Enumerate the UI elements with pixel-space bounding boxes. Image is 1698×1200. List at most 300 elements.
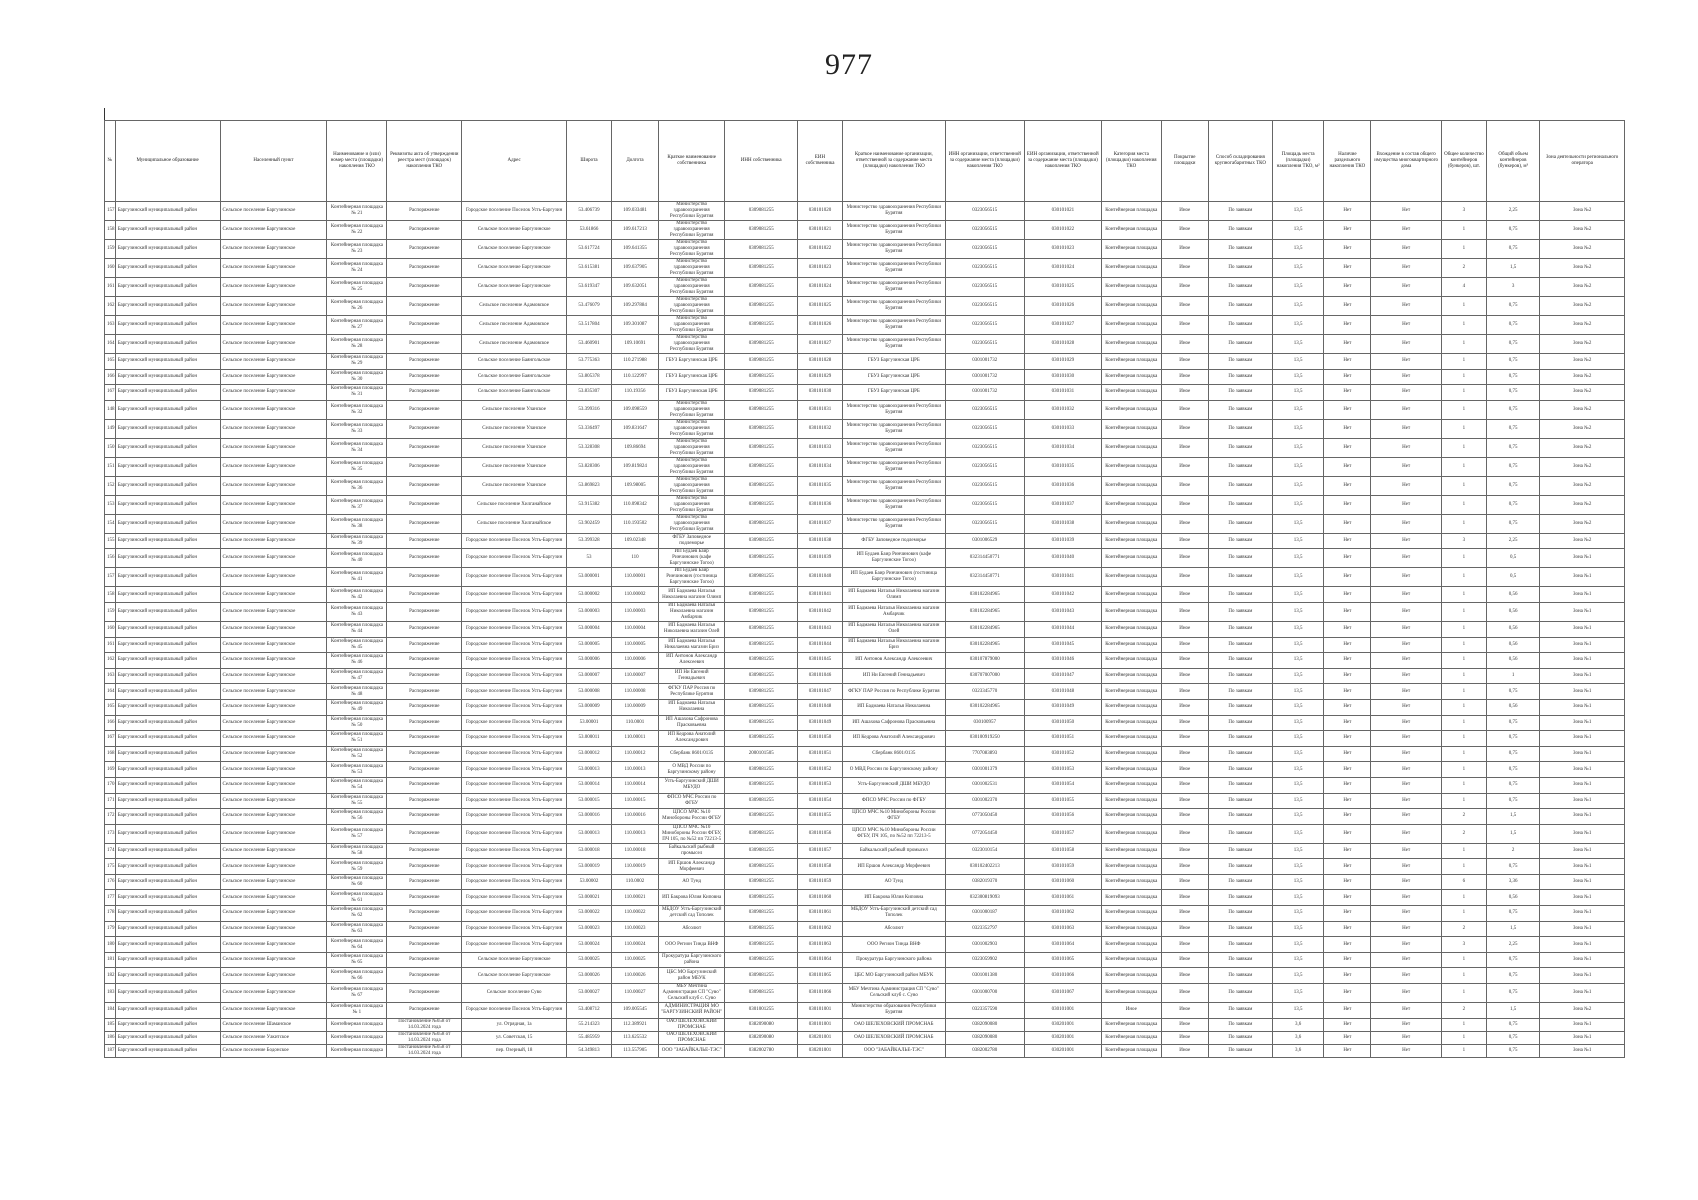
table-cell: 2: [1441, 809, 1486, 825]
table-cell: 1: [1441, 316, 1486, 335]
table-cell: Городское поселение Поселок Усть-Баргузин: [462, 684, 567, 700]
table-cell: Сельское поселение Баргузинское: [462, 952, 567, 968]
column-header: Способ складирования крупногабаритных ТКО: [1208, 121, 1272, 202]
table-cell: 0301000187: [945, 906, 1024, 922]
table-cell: 0309081255: [725, 259, 798, 278]
margin-line: [104, 108, 105, 120]
table-cell: Зона №2: [1540, 221, 1625, 240]
table-cell: 030101067: [1024, 984, 1101, 1003]
table-cell: Зона №2: [1540, 495, 1625, 514]
table-cell: ИП Ершов Александр Морфеевич: [659, 859, 725, 875]
table-cell: 109.297884: [611, 297, 658, 316]
table-cell: 53.517804: [567, 316, 612, 335]
table-cell: Нет: [1324, 335, 1371, 354]
table-cell: 53.000014: [567, 777, 612, 793]
table-cell: Сельское поселение Баргузинское: [220, 968, 327, 984]
table-cell: Баргузинский муниципальный район: [115, 354, 220, 370]
table-cell: 1: [1441, 762, 1486, 778]
table-cell: 030102402213: [945, 859, 1024, 875]
table-cell: 109.10691: [611, 335, 658, 354]
table-cell: 1: [1441, 369, 1486, 385]
table-cell: 13,5: [1272, 369, 1323, 385]
table-cell: 030101028: [798, 354, 843, 370]
table-cell: ИП Бадмаева Наталья Николаевна магазин Олей: [659, 621, 725, 637]
table-cell: ИП Бакрова Юлия Киповна: [659, 890, 725, 906]
table-cell: 110.00002: [611, 587, 658, 603]
table-cell: Контейнерная площадка: [327, 1018, 387, 1031]
table-cell: 1,5: [1486, 809, 1539, 825]
table-cell: ЦПСО МЧС №10 Минобороны России ФГБУ, ПЧ 105, по №52 пп 72213-5: [659, 824, 725, 843]
table-cell: Зона №1: [1540, 731, 1625, 747]
table-cell: Городское поселение Поселок Усть-Баргузин: [462, 809, 567, 825]
table-cell: Зона №1: [1540, 809, 1625, 825]
table-cell: 1: [1441, 457, 1486, 476]
table-cell: Иное: [1161, 476, 1208, 495]
table-cell: Нет: [1324, 514, 1371, 533]
table-row: [105, 874, 1625, 890]
table-cell: 0309081255: [725, 514, 798, 533]
table-cell: Баргузинский муниципальный район: [115, 419, 220, 438]
table-cell: Нет: [1324, 385, 1371, 401]
table-cell: Нет: [1371, 793, 1442, 809]
table-cell: 13,5: [1272, 297, 1323, 316]
table-cell: 0,75: [1486, 731, 1539, 747]
table-cell: 0,56: [1486, 621, 1539, 637]
table-cell: Сельское поселение Баргузинское: [220, 316, 327, 335]
table-cell: Контейнерная площадка: [1101, 952, 1161, 968]
table-cell: По заявкам: [1208, 715, 1272, 731]
table-cell: Баргузинский муниципальный район: [115, 1031, 220, 1044]
table-cell: 109.641355: [611, 240, 658, 259]
table-cell: Зона №1: [1540, 746, 1625, 762]
table-cell: Городское поселение Поселок Усть-Баргузин: [462, 587, 567, 603]
table-cell: 158: [105, 587, 116, 603]
table-cell: 53.869823: [567, 476, 612, 495]
table-cell: 0323056515: [945, 240, 1024, 259]
table-cell: 1: [1441, 602, 1486, 621]
table-cell: 3: [1441, 937, 1486, 953]
table-cell: Зона №2: [1540, 369, 1625, 385]
table-cell: 13,5: [1272, 762, 1323, 778]
column-header: №: [105, 121, 116, 202]
table-cell: 030101026: [1024, 297, 1101, 316]
table-cell: ИП Антонов Александр Алексеевич: [659, 653, 725, 669]
table-cell: 174: [105, 843, 116, 859]
table-cell: Абсолют: [842, 921, 945, 937]
table-cell: Городское поселение Поселок Усть-Баргузин: [462, 202, 567, 221]
table-cell: 13,5: [1272, 668, 1323, 684]
table-cell: 030102284965: [945, 637, 1024, 653]
table-cell: Контейнерная площадка: [1101, 1031, 1161, 1044]
table-cell: ИП Бадмаева Наталья Николаевна: [659, 699, 725, 715]
table-cell: 0301000700: [945, 984, 1024, 1003]
table-cell: Баргузинский муниципальный район: [115, 297, 220, 316]
table-row: [105, 495, 1625, 514]
table-cell: Нет: [1371, 476, 1442, 495]
table-cell: По заявкам: [1208, 653, 1272, 669]
table-cell: Баргузинский муниципальный район: [115, 874, 220, 890]
table-cell: Распоряжение: [387, 587, 462, 603]
table-cell: Иное: [1161, 984, 1208, 1003]
table-cell: 030101001: [798, 1003, 843, 1019]
table-cell: 13,5: [1272, 316, 1323, 335]
table-cell: Сельское поселение Баргузинское: [220, 495, 327, 514]
table-cell: Баргузинский муниципальный район: [115, 1018, 220, 1031]
column-header: Адрес: [462, 121, 567, 202]
table-cell: По заявкам: [1208, 587, 1272, 603]
table-cell: 0309081255: [725, 400, 798, 419]
table-cell: Министерство здравоохранения Республики Бурятия: [842, 202, 945, 221]
column-header: Реквизиты акта об утверждении реестра мест (площадок) накопления ТКО: [387, 121, 462, 202]
table-cell: 3,6: [1272, 1044, 1323, 1057]
table-cell: 53.000027: [567, 984, 612, 1003]
table-cell: 2: [1441, 921, 1486, 937]
table-cell: 180: [105, 937, 116, 953]
table-cell: 030101029: [798, 369, 843, 385]
table-cell: 030101027: [798, 335, 843, 354]
table-cell: 030101038: [798, 533, 843, 549]
table-cell: 030101048: [1024, 684, 1101, 700]
table-cell: Министерство здравоохранения Республики Бурятия: [659, 297, 725, 316]
table-cell: 53.619347: [567, 278, 612, 297]
table-cell: 030101022: [798, 240, 843, 259]
table-cell: 53.000003: [567, 602, 612, 621]
table-cell: 3: [1441, 202, 1486, 221]
table-cell: 53.00001: [567, 715, 612, 731]
table-cell: ФГБУ Заповедное подлеморье: [842, 533, 945, 549]
table-cell: По заявкам: [1208, 684, 1272, 700]
table-cell: Министерство здравоохранения Республики Бурятия: [659, 495, 725, 514]
table-cell: 030101054: [1024, 777, 1101, 793]
table-cell: По заявкам: [1208, 1003, 1272, 1019]
table-cell: 110.00013: [611, 824, 658, 843]
table-cell: 109.098559: [611, 400, 658, 419]
table-cell: ИП Бакрова Юлия Киповна: [842, 890, 945, 906]
table-cell: Нет: [1371, 809, 1442, 825]
table-cell: Нет: [1324, 890, 1371, 906]
table-cell: 13,5: [1272, 202, 1323, 221]
table-cell: 3: [1441, 533, 1486, 549]
table-row: [105, 457, 1625, 476]
table-cell: Зона №1: [1540, 1018, 1625, 1031]
table-cell: Контейнерная площадка: [1101, 859, 1161, 875]
table-cell: 53.000004: [567, 621, 612, 637]
table-cell: ИП Антонов Александр Алексеевич: [842, 653, 945, 669]
table-cell: Сельское поселение Баргузинское: [220, 793, 327, 809]
table-cell: Нет: [1371, 637, 1442, 653]
table-cell: Распоряжение: [387, 921, 462, 937]
table-cell: Сельское поселение Баргузинское: [462, 221, 567, 240]
table-row: [105, 354, 1625, 370]
table-cell: Нет: [1324, 1044, 1371, 1057]
table-cell: 030101056: [1024, 809, 1101, 825]
table-cell: Контейнерная площадка: [1101, 824, 1161, 843]
table-cell: По заявкам: [1208, 419, 1272, 438]
table-cell: Контейнерная площадка № 32: [327, 400, 387, 419]
table-cell: Нет: [1324, 824, 1371, 843]
table-cell: 153: [105, 495, 116, 514]
table-cell: МБДОУ Усть-Баргузинский детский сад Тополек: [842, 906, 945, 922]
table-cell: Распоряжение: [387, 653, 462, 669]
table-cell: Распоряжение: [387, 533, 462, 549]
table-cell: 0309081255: [725, 278, 798, 297]
table-cell: 0323059902: [945, 952, 1024, 968]
table-cell: По заявкам: [1208, 602, 1272, 621]
table-cell: 030101020: [798, 202, 843, 221]
table-cell: 0,75: [1486, 419, 1539, 438]
table-cell: 53: [567, 549, 612, 568]
table-cell: 0,75: [1486, 762, 1539, 778]
table-cell: 0309081255: [725, 335, 798, 354]
table-cell: 110.00021: [611, 890, 658, 906]
table-cell: 13,5: [1272, 457, 1323, 476]
table-cell: 0,75: [1486, 457, 1539, 476]
table-cell: Распоряжение: [387, 684, 462, 700]
table-cell: 030100919250: [945, 731, 1024, 747]
table-cell: 13,5: [1272, 278, 1323, 297]
table-cell: Зона №2: [1540, 202, 1625, 221]
table-cell: 030101050: [798, 731, 843, 747]
table-cell: Зона №1: [1540, 637, 1625, 653]
table-cell: 1: [1441, 297, 1486, 316]
table-cell: 109.831647: [611, 419, 658, 438]
table-cell: 1: [1441, 385, 1486, 401]
table-cell: ГБУЗ Баргузинская ЦРБ: [659, 354, 725, 370]
table-cell: Контейнерная площадка: [1101, 476, 1161, 495]
table-cell: 0382090080: [725, 1018, 798, 1031]
table-cell: Распоряжение: [387, 906, 462, 922]
table-cell: Нет: [1371, 668, 1442, 684]
table-cell: Контейнерная площадка: [1101, 637, 1161, 653]
table-cell: 182: [105, 968, 116, 984]
table-row: [105, 621, 1625, 637]
table-cell: Контейнерная площадка № 1: [327, 1003, 387, 1019]
table-cell: Министерство здравоохранения Республики Бурятия: [659, 476, 725, 495]
table-cell: Городское поселение Поселок Усть-Баргузин: [462, 793, 567, 809]
table-row: [105, 890, 1625, 906]
table-cell: Иное: [1161, 533, 1208, 549]
table-cell: 030107879000: [945, 653, 1024, 669]
table-cell: 13,5: [1272, 746, 1323, 762]
table-cell: 53.775363: [567, 354, 612, 370]
table-cell: 030101066: [798, 984, 843, 1003]
table-cell: Нет: [1324, 968, 1371, 984]
table-cell: 030101030: [798, 385, 843, 401]
table-cell: Распоряжение: [387, 715, 462, 731]
table-row: [105, 278, 1625, 297]
table-cell: 3: [1486, 278, 1539, 297]
table-cell: 110.00022: [611, 906, 658, 922]
table-cell: Сельское поселение Баргузинское: [220, 476, 327, 495]
table-cell: Городское поселение Поселок Усть-Баргузин: [462, 843, 567, 859]
table-cell: Контейнерная площадка: [1101, 316, 1161, 335]
table-cell: Сельское поселение Баргузинское: [220, 400, 327, 419]
table-cell: 53.000025: [567, 952, 612, 968]
table-cell: 169: [105, 762, 116, 778]
table-cell: Сельское поселение Баргузинское: [220, 906, 327, 922]
table-cell: Баргузинский муниципальный район: [115, 684, 220, 700]
table-cell: По заявкам: [1208, 906, 1272, 922]
table-cell: 167: [105, 385, 116, 401]
table-cell: Сельское поселение Баргузинское: [220, 587, 327, 603]
table-cell: 030101056: [798, 824, 843, 843]
table-cell: 0323056515: [945, 335, 1024, 354]
table-cell: 3,6: [1272, 1031, 1323, 1044]
table-cell: Контейнерная площадка № 41: [327, 568, 387, 587]
table-cell: 030201001: [798, 1044, 843, 1057]
table-cell: 1: [1441, 1018, 1486, 1031]
table-cell: Иное: [1161, 259, 1208, 278]
table-cell: Распоряжение: [387, 859, 462, 875]
table-cell: ФГКУ ПАР Россия по Республике Бурятия: [842, 684, 945, 700]
table-cell: 176: [105, 874, 116, 890]
table-cell: Зона №2: [1540, 316, 1625, 335]
table-cell: Сельское поселение Баргузинское: [220, 514, 327, 533]
table-cell: 030101051: [1024, 731, 1101, 747]
table-cell: Контейнерная площадка: [1101, 809, 1161, 825]
table-cell: Нет: [1324, 1031, 1371, 1044]
table-cell: 2,25: [1486, 937, 1539, 953]
table-cell: 030101028: [1024, 335, 1101, 354]
table-cell: 1: [1441, 438, 1486, 457]
table-cell: 1: [1441, 777, 1486, 793]
table-cell: 164: [105, 684, 116, 700]
table-cell: Зона №1: [1540, 843, 1625, 859]
table-cell: Нет: [1371, 921, 1442, 937]
table-cell: 53.408712: [567, 1003, 612, 1019]
table-cell: Распоряжение: [387, 549, 462, 568]
table-cell: 0,75: [1486, 984, 1539, 1003]
table-cell: Сельское поселение Баргузинское: [220, 668, 327, 684]
table-cell: 030101033: [1024, 419, 1101, 438]
table-cell: 13,5: [1272, 568, 1323, 587]
table-cell: Нет: [1371, 240, 1442, 259]
table-cell: 0301001732: [945, 385, 1024, 401]
table-cell: 0382019370: [945, 874, 1024, 890]
table-cell: 2: [1486, 843, 1539, 859]
table-cell: Зона №1: [1540, 952, 1625, 968]
table-row: [105, 843, 1625, 859]
table-cell: Распоряжение: [387, 202, 462, 221]
table-cell: Контейнерная площадка № 62: [327, 906, 387, 922]
table-cell: Нет: [1324, 240, 1371, 259]
table-cell: Сельское поселение Баргузинское: [220, 843, 327, 859]
table-cell: Распоряжение: [387, 259, 462, 278]
table-cell: 3,6: [1272, 1018, 1323, 1031]
table-cell: Сельское поселение Шаманское: [220, 1018, 327, 1031]
table-cell: Нет: [1324, 221, 1371, 240]
table-cell: По заявкам: [1208, 476, 1272, 495]
table-cell: Баргузинский муниципальный район: [115, 906, 220, 922]
table-cell: Иное: [1161, 1018, 1208, 1031]
table-cell: 030101046: [1024, 653, 1101, 669]
table-cell: 030101058: [798, 859, 843, 875]
table-cell: 53.336497: [567, 419, 612, 438]
table-cell: 53.000008: [567, 684, 612, 700]
table-cell: Нет: [1371, 968, 1442, 984]
table-cell: Городское поселение Поселок Усть-Баргузин: [462, 549, 567, 568]
table-cell: 0,5: [1486, 549, 1539, 568]
table-row: [105, 568, 1625, 587]
table-cell: 030101021: [798, 221, 843, 240]
table-cell: 159: [105, 602, 116, 621]
table-cell: Нет: [1371, 906, 1442, 922]
table-cell: 53.000023: [567, 921, 612, 937]
table-row: [105, 777, 1625, 793]
table-cell: Нет: [1371, 602, 1442, 621]
table-cell: 1: [1441, 568, 1486, 587]
table-cell: Сельское поселение Баянгольское: [462, 385, 567, 401]
table-cell: Баргузинский муниципальный район: [115, 715, 220, 731]
table-cell: Зона №2: [1540, 1003, 1625, 1019]
table-cell: Контейнерная площадка № 64: [327, 937, 387, 953]
table-cell: 030101058: [1024, 843, 1101, 859]
table-row: [105, 668, 1625, 684]
table-row: [105, 684, 1625, 700]
table-cell: 109.02348: [611, 533, 658, 549]
table-cell: 110.00023: [611, 921, 658, 937]
table-cell: Распоряжение: [387, 809, 462, 825]
table-cell: ЦБС МО Баргузинский район МБУК: [659, 968, 725, 984]
table-cell: Министерство здравоохранения Республики Бурятия: [659, 335, 725, 354]
table-cell: 53.000022: [567, 906, 612, 922]
table-cell: Сельское поселение Баргузинское: [462, 968, 567, 984]
table-cell: Зона №1: [1540, 968, 1625, 984]
table-cell: 1: [1441, 476, 1486, 495]
table-cell: 030101035: [1024, 457, 1101, 476]
table-cell: 030101032: [798, 419, 843, 438]
table-cell: 0309081255: [725, 621, 798, 637]
table-cell: Нет: [1371, 221, 1442, 240]
table-cell: Распоряжение: [387, 354, 462, 370]
table-cell: Нет: [1324, 746, 1371, 762]
table-cell: 4: [1441, 278, 1486, 297]
table-cell: 2,25: [1486, 533, 1539, 549]
table-cell: 13,5: [1272, 715, 1323, 731]
table-cell: Сельское поселение Баргузинское: [220, 984, 327, 1003]
table-cell: 170: [105, 777, 116, 793]
table-cell: 53.615381: [567, 259, 612, 278]
table-cell: Нет: [1324, 906, 1371, 922]
table-cell: ул. Советская, 15: [462, 1031, 567, 1044]
table-cell: Контейнерная площадка: [1101, 653, 1161, 669]
table-cell: Баргузинский муниципальный район: [115, 890, 220, 906]
table-cell: Распоряжение: [387, 568, 462, 587]
table-cell: ФПСО МЧС России по ФГБУ: [842, 793, 945, 809]
table-cell: Иное: [1161, 921, 1208, 937]
table-cell: Распоряжение: [387, 621, 462, 637]
table-cell: По заявкам: [1208, 1031, 1272, 1044]
table-cell: 030201001: [1024, 1031, 1101, 1044]
table-cell: Баргузинский муниципальный район: [115, 587, 220, 603]
table-row: [105, 587, 1625, 603]
table-cell: Сельское поселение Баргузинское: [220, 438, 327, 457]
table-body: [105, 202, 1625, 1058]
table-cell: Городское поселение Поселок Усть-Баргузин: [462, 890, 567, 906]
table-cell: Зона №1: [1540, 621, 1625, 637]
table-cell: 53.000006: [567, 653, 612, 669]
table-cell: Иное: [1161, 369, 1208, 385]
table-cell: Сельское поселение Адамовское: [462, 335, 567, 354]
table-cell: 030101035: [798, 476, 843, 495]
table-cell: 0309081255: [725, 762, 798, 778]
table-cell: Контейнерная площадка: [1101, 793, 1161, 809]
table-cell: 0,75: [1486, 968, 1539, 984]
table-cell: Распоряжение: [387, 843, 462, 859]
table-cell: 030101047: [1024, 668, 1101, 684]
table-cell: 53.328308: [567, 438, 612, 457]
table-cell: Зона №1: [1540, 793, 1625, 809]
